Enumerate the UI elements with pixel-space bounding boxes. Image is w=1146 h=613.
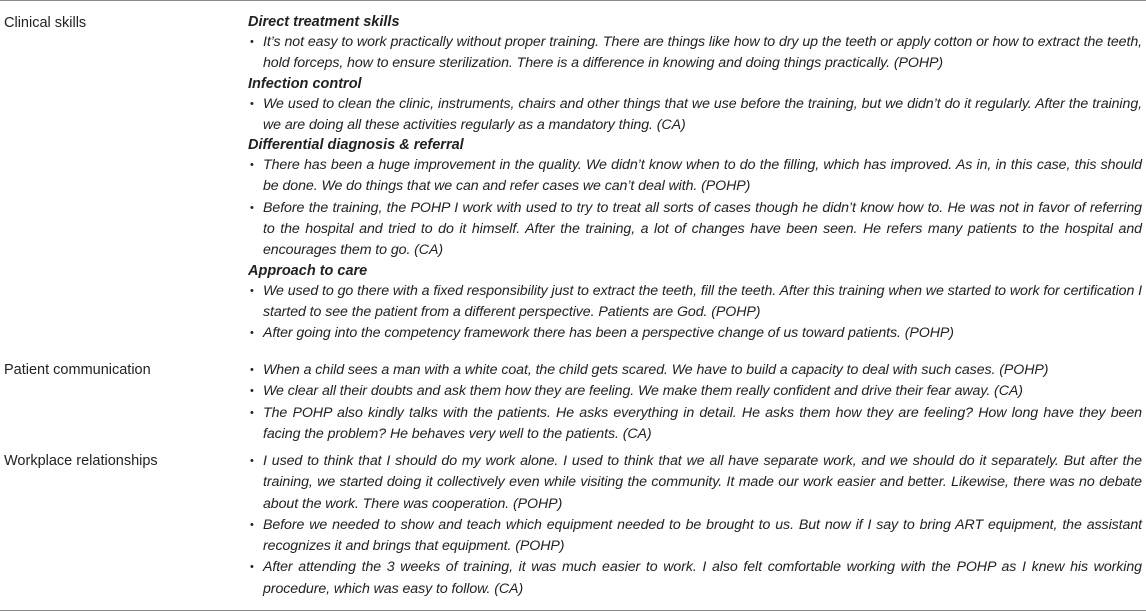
category-content [247,451,1142,600]
bullet-icon: • [250,364,254,376]
subtheme-heading: Approach to care [248,262,368,279]
bullet-icon: • [250,284,254,297]
quote-text: After attending the 3 weeks of training, it was much easier to work. I also felt comfortable working with the POHP as I knew his working procedure, which was easy to follow. (CA) [263,559,1142,597]
bullet-icon: • [250,385,254,398]
bullet-icon: • [250,518,254,531]
quote-item [247,360,1142,381]
quote-item [247,323,1142,344]
category-content [247,360,1142,445]
quote-text: Before we needed to show and teach which equipment needed to be brought to us. But now if I say to bring ART equipment, the assistant recognizes it and brings that equipment. (POHP) [263,516,1142,555]
category-label: Workplace relationships [4,453,158,469]
quote-text: When a child sees a man with a white coat, the child gets scared. We have to build a capacity to deal with such cases. (POHP) [263,362,1049,378]
quote-text: After going into the competency framework there has been a perspective change of us toward patients. (POHP) [263,325,954,342]
quote-item [247,403,1142,446]
quote-item [247,94,1142,137]
quote-item [247,281,1142,324]
quote-text: Before the training, the POHP I work with used to try to treat all sorts of cases though he didn’t know how to. He was not in favor of referring to the hospital and tried to do it himself. After the training, a lot of changes have been seen. He refers many patients to the hospital and encourages them to go. (CA) [263,199,1142,259]
category-content [247,13,1142,345]
quote-item [247,515,1142,558]
quote-text: The POHP also kindly talks with the patients. He asks everything in detail. He asks them how they are feeling? How long have they been facing the problem? He behaves very well to the patients. (CA) [263,404,1142,442]
quote-text: We used to go there with a fixed responsibility just to extract the teeth, fill the teeth. After this training when we started to work for certification I started to see the patient from a different perspective. Patients are God. (POHP) [263,282,1142,320]
bullet-icon: • [250,201,254,214]
category-label: Patient communication [4,362,151,378]
bullet-icon: • [250,406,254,419]
quote-text: I used to think that I should do my work alone. I used to think that we all have separate work, and we should do it separately. But after the training, we started doing it collectively even while visiting the community. It made our work easier and better. Likewise, there was no debate about the work. There was cooperation. (POHP) [263,453,1142,512]
quote-text: We clear all their doubts and ask them how they are feeling. We make them really confident and drive their fear away. (CA) [263,383,1023,400]
quote-text: It’s not easy to work practically without proper training. There are things like how to dry up the teeth or apply cotton or how to extract the teeth, hold forceps, how to ensure sterilization. There is a difference in knowing and doing things practically. (POHP) [263,34,1142,72]
bullet-icon: • [250,97,254,110]
quote-item [247,381,1142,402]
quote-item [247,32,1142,75]
bullet-icon: • [250,36,254,48]
quote-text: There has been a huge improvement in the quality. We didn’t know when to do the filling, which has improved. As in, in this case, this should be done. We do things that we can and refer cases we can’t deal with. (POHP) [263,157,1142,195]
bullet-icon: • [250,159,254,172]
bullet-icon: • [250,561,254,574]
quote-text: We used to clean the clinic, instruments, chairs and other things that we use before the training, but we didn’t do it regularly. After the training, we are doing all these activities regularly as a mandatory thing. (CA) [263,95,1142,133]
category-label: Clinical skills [4,15,87,31]
bullet-icon: • [250,327,254,340]
quote-item [247,155,1142,198]
quote-item [247,557,1142,600]
bullet-icon: • [250,455,254,467]
quote-item [247,451,1142,515]
subtheme-heading: Differential diagnosis & referral [248,137,464,154]
subtheme-heading: Infection control [248,75,362,92]
subtheme-heading: Direct treatment skills [248,14,400,30]
quote-item [247,198,1142,262]
